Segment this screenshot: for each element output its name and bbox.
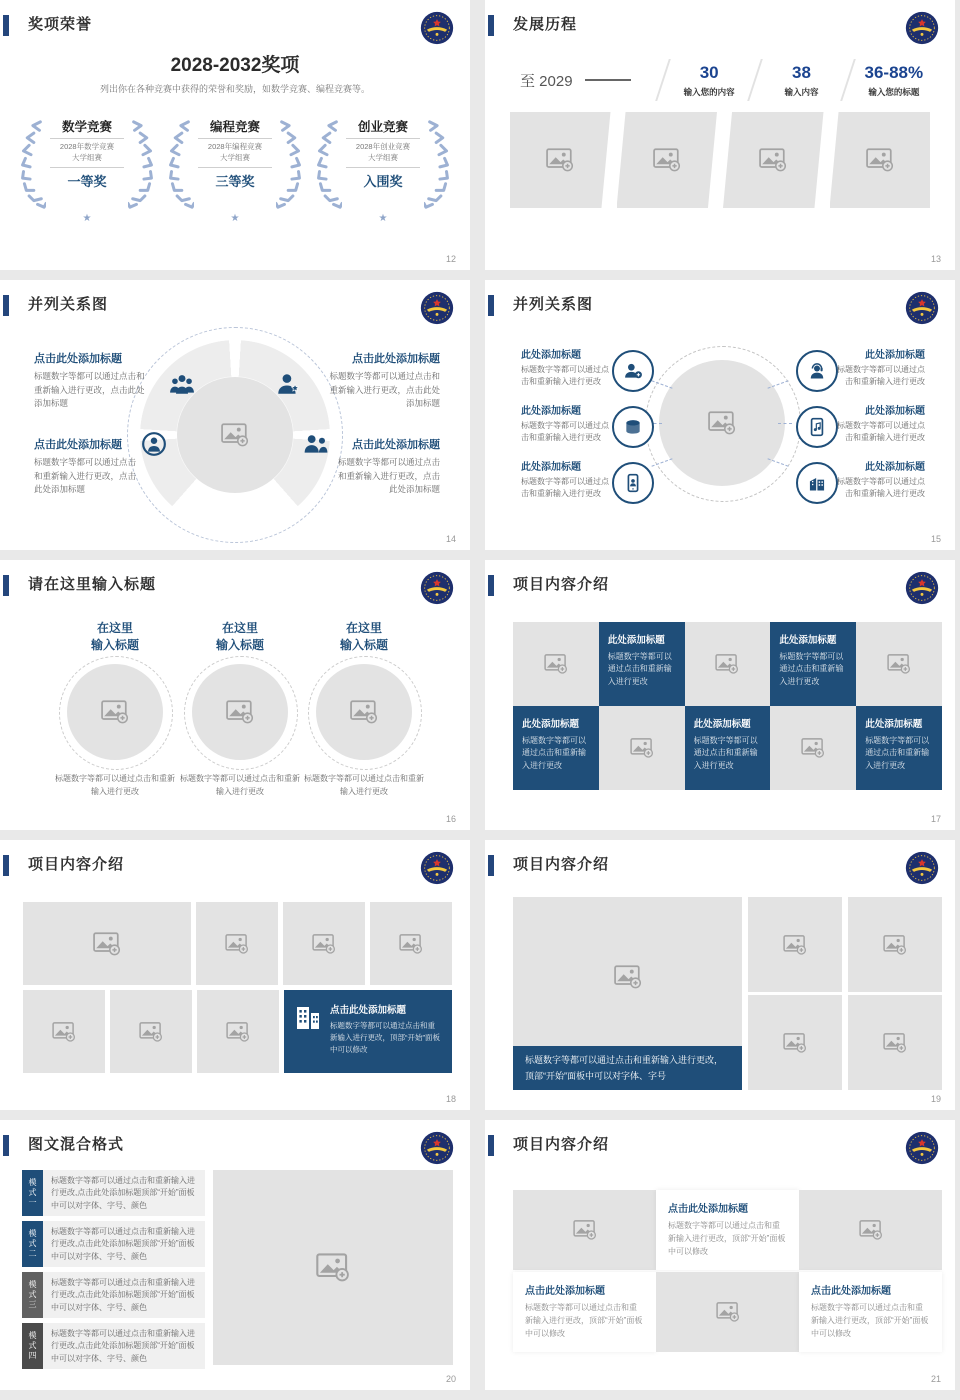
- divider: [50, 138, 124, 139]
- laurel-branch-icon: [424, 117, 454, 213]
- block-text: 标题数字等都可以通过点击和重新输入进行更改: [837, 421, 925, 443]
- laurel-branch-icon: [16, 117, 46, 213]
- star-icon: ★: [82, 213, 92, 224]
- school-emblem-logo: [420, 291, 454, 325]
- block-text: 标题数字等都可以通过点击和重新输入进行更改: [837, 365, 925, 387]
- stat-value: 30: [699, 62, 719, 82]
- database-icon: [623, 417, 643, 437]
- cell-title: 此处添加标题: [607, 635, 665, 646]
- block-text: 标题数字等都可以通过点击和重新输入进行更改: [521, 477, 609, 499]
- slide-header: 奖项荣誉: [28, 16, 93, 33]
- slide-alt-grid[interactable]: [485, 1120, 955, 1390]
- title-accent-bar: [488, 15, 494, 36]
- laurel-branch-icon: [276, 117, 306, 213]
- block-title: 此处添加标题: [865, 406, 925, 417]
- era-label: 至 2029: [520, 72, 573, 90]
- school-emblem-logo: [420, 571, 454, 605]
- stat-value: 38: [792, 62, 811, 82]
- text-cell: [770, 622, 856, 706]
- divider: [198, 138, 272, 139]
- block-text: 标题数字等都可以通过点击和重新输入进行更改: [837, 477, 925, 499]
- cell-text: 标题数字等都可以通过点击和重新输入进行更改: [522, 736, 586, 770]
- phone-music-icon: [807, 417, 827, 437]
- cell-text: 标题数字等都可以通过点击和重新输入进行更改: [693, 736, 758, 770]
- node-circle: [612, 406, 654, 448]
- timeline-stats-row: [520, 56, 937, 104]
- person-circle-icon: [141, 431, 167, 457]
- cell-title: 点击此处添加标题: [525, 1286, 605, 1297]
- image-placeholder[interactable]: [848, 995, 942, 1090]
- image-placeholder[interactable]: [830, 112, 931, 208]
- block-title: 此处添加标题: [865, 350, 925, 361]
- text-cell: [856, 706, 942, 790]
- timeline-image-strip: [510, 112, 930, 208]
- people-pair-icon: [303, 431, 329, 457]
- block-text: 标题数字等都可以通过点击和重新输入进行更改: [521, 365, 609, 387]
- image-placeholder[interactable]: [770, 706, 856, 790]
- block-text: 标题数字等都可以通过点击和重新输入进行更改，点击此处添加标题: [34, 371, 145, 409]
- text-cell: [799, 1272, 942, 1352]
- title-accent-bar: [3, 15, 9, 36]
- slide-timeline[interactable]: [485, 0, 955, 270]
- divider: [198, 167, 272, 168]
- laurel-branch-icon: [312, 117, 342, 213]
- image-placeholder[interactable]: [370, 902, 452, 985]
- block-title: 此处添加标题: [865, 462, 925, 473]
- circle-caption: 标题数字等都可以通过点击和重新输入进行更改: [304, 774, 424, 797]
- text-block: [837, 402, 925, 445]
- cell-title: 点击此处添加标题: [668, 1204, 748, 1215]
- image-caption: 标题数字等都可以通过点击和重新输入进行更改，顶部“开始”面板中可以对字体、字号: [513, 1046, 742, 1090]
- mode-text: 标题数字等都可以通过点击和重新输入进行更改,点击此处添加标题顶部“开始”面板中可以对字体、字号、颜色: [43, 1272, 205, 1318]
- award-level: 入围奖: [363, 173, 403, 189]
- mode-row: [22, 1170, 205, 1216]
- award-wreath: [162, 115, 308, 224]
- title-accent-bar: [488, 855, 494, 876]
- person-star-icon: [275, 371, 301, 397]
- image-placeholder[interactable]: [23, 902, 191, 985]
- headset-person-icon: [807, 361, 827, 381]
- competition-year: 2028年数学竞赛: [59, 142, 115, 151]
- block-title: 此处添加标题: [521, 350, 581, 361]
- award-wreath: [14, 115, 160, 224]
- award-wreath: [310, 115, 456, 224]
- cell-title: 此处添加标题: [865, 719, 923, 730]
- phone-user-icon: [623, 473, 643, 493]
- image-placeholder[interactable]: [748, 995, 842, 1090]
- box-text: 标题数字等都可以通过点击和重新输入进行更改，顶部“开始”面板中可以修改: [330, 1021, 440, 1054]
- image-placeholder[interactable]: [67, 664, 163, 760]
- image-placeholder[interactable]: [23, 990, 105, 1073]
- block-title: 此处添加标题: [521, 462, 581, 473]
- page-number: 17: [930, 814, 941, 824]
- image-placeholder[interactable]: [799, 1190, 942, 1270]
- awards-subtitle: 列出你在各种竞赛中获得的荣誉和奖励，如数学竞赛、编程竞赛等。: [99, 84, 370, 94]
- page-number: 18: [445, 1094, 456, 1104]
- page-number: 20: [445, 1374, 456, 1384]
- column-title: 在这里 输入标题: [215, 621, 264, 653]
- mode-row: [22, 1323, 205, 1369]
- title-accent-bar: [3, 295, 9, 316]
- node-circle: [612, 462, 654, 504]
- competition-group: 大学组赛: [368, 152, 398, 162]
- star-icon: ★: [378, 213, 388, 224]
- slide-header: 请在这里输入标题: [28, 576, 157, 593]
- slide-image-grid[interactable]: [0, 840, 470, 1110]
- text-block: [521, 458, 609, 501]
- image-placeholder[interactable]: [513, 622, 599, 706]
- image-placeholder[interactable]: [856, 622, 942, 706]
- node-circle: [796, 462, 838, 504]
- stat-block: [758, 63, 844, 98]
- page-number: 15: [930, 534, 941, 544]
- cell-title: 此处添加标题: [522, 719, 580, 730]
- slide-header: 项目内容介绍: [513, 1136, 610, 1153]
- text-cell: [513, 1272, 656, 1352]
- cell-text: 标题数字等都可以通过点击和重新输入进行更改: [779, 652, 844, 686]
- divider: [346, 167, 420, 168]
- text-block: [521, 402, 609, 445]
- competition-group: 大学组赛: [72, 152, 102, 162]
- stat-block: [666, 63, 752, 98]
- title-accent-bar: [3, 575, 9, 596]
- stat-label: 输入内容: [784, 86, 819, 97]
- competition-year: 2028年编程竞赛: [207, 142, 263, 151]
- buildings-icon: [294, 1004, 322, 1032]
- slide-three-circles[interactable]: [0, 560, 470, 830]
- slide-image-caption[interactable]: [485, 840, 955, 1110]
- image-row: [23, 990, 452, 1073]
- circle-caption: 标题数字等都可以通过点击和重新输入进行更改: [55, 774, 175, 797]
- school-emblem-logo: [420, 11, 454, 45]
- cell-text: 标题数字等都可以通过点击和重新输入进行更改，顶部“开始”面板中可以修改: [668, 1221, 786, 1257]
- block-title: 点击此处添加标题: [352, 353, 440, 365]
- image-placeholder[interactable]: [723, 112, 824, 208]
- box-title: 点击此处添加标题: [330, 1005, 407, 1016]
- stat-block: [851, 63, 937, 98]
- image-placeholder[interactable]: [659, 360, 785, 486]
- text-block: [837, 346, 925, 389]
- mode-text: 标题数字等都可以通过点击和重新输入进行更改,点击此处添加标题顶部“开始”面板中可以对字体、字号、颜色: [43, 1323, 205, 1369]
- era-dash-line: [585, 79, 631, 81]
- cell-text: 标题数字等都可以通过点击和重新输入进行更改: [865, 736, 930, 770]
- checkerboard-grid: [513, 622, 942, 790]
- block-title: 点击此处添加标题: [34, 439, 122, 451]
- page-number: 16: [445, 814, 456, 824]
- column-title: 在这里 输入标题: [90, 621, 139, 653]
- slide-awards[interactable]: [0, 0, 470, 270]
- text-cell: [656, 1190, 799, 1270]
- circle-caption: 标题数字等都可以通过点击和重新输入进行更改: [180, 774, 300, 797]
- text-block: [837, 458, 925, 501]
- image-placeholder[interactable]: [656, 1272, 799, 1352]
- image-placeholder[interactable]: [513, 897, 742, 1090]
- awards-title: 2028-2032奖项: [170, 55, 300, 76]
- school-emblem-logo: [905, 1131, 939, 1165]
- block-text: 标题数字等都可以通过点击和重新输入进行更改，点击此处添加标题: [34, 457, 137, 495]
- school-emblem-logo: [905, 851, 939, 885]
- award-level: 一等奖: [67, 173, 107, 189]
- star-icon: ★: [230, 213, 240, 224]
- ring-diagram: [127, 327, 343, 543]
- image-placeholder[interactable]: [599, 706, 685, 790]
- wreath-row: [14, 115, 456, 224]
- text-cell: [685, 706, 771, 790]
- stat-value: 36-88%: [864, 62, 924, 82]
- cell-title: 点击此处添加标题: [811, 1286, 891, 1297]
- image-row: [23, 902, 452, 985]
- block-text: 标题数字等都可以通过点击和重新输入进行更改，点击此处添加标题: [337, 457, 440, 495]
- mode-row: [22, 1221, 205, 1267]
- school-emblem-logo: [905, 571, 939, 605]
- mode-tab: 模式二: [22, 1221, 43, 1267]
- node-circle: [612, 350, 654, 392]
- competition-name: 数学竞赛: [61, 120, 112, 134]
- cell-title: 此处添加标题: [693, 719, 751, 730]
- user-add-icon: [623, 361, 643, 381]
- laurel-branch-icon: [128, 117, 158, 213]
- mode-text: 标题数字等都可以通过点击和重新输入进行更改,点击此处添加标题顶部“开始”面板中可以对字体、字号、颜色: [43, 1170, 205, 1216]
- cell-text: 标题数字等都可以通过点击和重新输入进行更改，顶部“开始”面板中可以修改: [811, 1303, 929, 1339]
- text-block: [330, 436, 440, 497]
- building-icon: [807, 473, 827, 493]
- slide-checkerboard[interactable]: [485, 560, 955, 830]
- image-placeholder[interactable]: [513, 1190, 656, 1270]
- slide-header: 发展历程: [513, 16, 578, 33]
- block-title: 点击此处添加标题: [352, 439, 440, 451]
- people-group-icon: [169, 371, 195, 397]
- slide-header: 并列关系图: [28, 296, 109, 313]
- dashed-connector: [778, 423, 792, 424]
- mode-tab: 模式四: [22, 1323, 43, 1369]
- image-placeholder[interactable]: [197, 990, 279, 1073]
- award-level: 三等奖: [215, 173, 255, 189]
- title-accent-bar: [488, 575, 494, 596]
- mode-row: [22, 1272, 205, 1318]
- competition-name: 编程竞赛: [209, 120, 260, 134]
- page-number: 19: [930, 1094, 941, 1104]
- slide-header: 图文混合格式: [28, 1136, 125, 1153]
- text-block: [34, 350, 150, 411]
- image-placeholder[interactable]: [748, 897, 842, 992]
- image-placeholder[interactable]: [617, 112, 718, 208]
- slide-header: 并列关系图: [513, 296, 594, 313]
- column-title: 在这里 输入标题: [339, 621, 388, 653]
- slide-mode-list[interactable]: [0, 1120, 470, 1390]
- node-circle: [796, 350, 838, 392]
- title-accent-bar: [488, 1135, 494, 1156]
- school-emblem-logo: [420, 851, 454, 885]
- competition-name: 创业竞赛: [357, 120, 408, 134]
- page-number: 12: [445, 254, 456, 264]
- text-cell: [599, 622, 685, 706]
- cell-title: 此处添加标题: [779, 635, 837, 646]
- school-emblem-logo: [420, 1131, 454, 1165]
- slide-header: 项目内容介绍: [28, 856, 125, 873]
- image-placeholder[interactable]: [848, 897, 942, 992]
- mode-tab: 模式一: [22, 1170, 43, 1216]
- image-placeholder[interactable]: [192, 664, 288, 760]
- image-placeholder[interactable]: [213, 1170, 453, 1365]
- page-number: 21: [930, 1374, 941, 1384]
- image-placeholder[interactable]: [283, 902, 365, 985]
- cell-text: 标题数字等都可以通过点击和重新输入进行更改，顶部“开始”面板中可以修改: [525, 1303, 643, 1339]
- slide-parallel-ring[interactable]: [0, 280, 470, 550]
- block-text: 标题数字等都可以通过点击和重新输入进行更改，点击此处添加标题: [329, 371, 440, 409]
- page-number: 14: [445, 534, 456, 544]
- image-placeholder[interactable]: [316, 664, 412, 760]
- cell-text: 标题数字等都可以通过点击和重新输入进行更改: [607, 652, 672, 686]
- slide-parallel-nodes[interactable]: [485, 280, 955, 550]
- competition-year: 2028年创业竞赛: [355, 142, 411, 151]
- stat-label: 输入您的标题: [868, 86, 920, 97]
- image-placeholder[interactable]: [110, 990, 192, 1073]
- text-block: [521, 346, 609, 389]
- stat-label: 输入您的内容: [683, 86, 735, 97]
- image-placeholder[interactable]: [510, 112, 611, 208]
- block-text: 标题数字等都可以通过点击和重新输入进行更改: [521, 421, 609, 443]
- block-title: 此处添加标题: [521, 406, 581, 417]
- mode-text: 标题数字等都可以通过点击和重新输入进行更改,点击此处添加标题顶部“开始”面板中可以对字体、字号、颜色: [43, 1221, 205, 1267]
- text-block: [34, 436, 144, 497]
- title-accent-bar: [488, 295, 494, 316]
- era-block: [520, 70, 660, 91]
- mode-tab: 模式三: [22, 1272, 43, 1318]
- node-circle: [796, 406, 838, 448]
- page-number: 13: [930, 254, 941, 264]
- block-title: 点击此处添加标题: [34, 353, 122, 365]
- image-placeholder[interactable]: [196, 902, 278, 985]
- divider: [346, 138, 420, 139]
- slide-header: 项目内容介绍: [513, 856, 610, 873]
- divider: [50, 167, 124, 168]
- competition-group: 大学组赛: [220, 152, 250, 162]
- text-cell: [513, 706, 599, 790]
- image-placeholder[interactable]: [685, 622, 771, 706]
- text-block: [324, 350, 440, 411]
- highlight-box: [284, 990, 452, 1073]
- laurel-branch-icon: [164, 117, 194, 213]
- slide-header: 项目内容介绍: [513, 576, 610, 593]
- title-accent-bar: [3, 855, 9, 876]
- school-emblem-logo: [905, 291, 939, 325]
- school-emblem-logo: [905, 11, 939, 45]
- title-accent-bar: [3, 1135, 9, 1156]
